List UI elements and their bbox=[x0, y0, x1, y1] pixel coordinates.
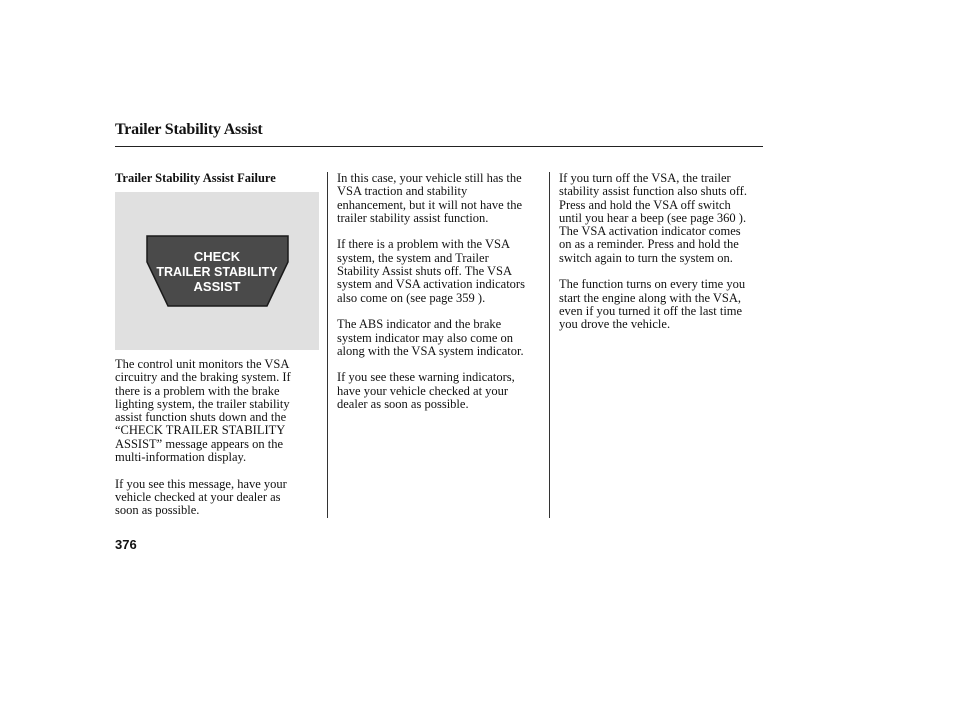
column-divider bbox=[549, 172, 550, 518]
title-divider bbox=[115, 146, 763, 147]
paragraph: The ABS indicator and the brake system indicator may also come on along with the VSA system indicator. bbox=[337, 317, 524, 358]
paragraph: If you turn off the VSA, the trailer stability assist function also shuts off. Press and hold the VSA off switch until you hear a beep (see page 360 ). The VSA activation indicator comes on as a reminder. Press and hold the switch again to turn the system on. bbox=[559, 171, 747, 265]
column-3 bbox=[559, 172, 774, 345]
column-1-body bbox=[115, 358, 320, 531]
page-title: Trailer Stability Assist bbox=[115, 121, 263, 138]
paragraph: If you see these warning indicators, have your vehicle checked at your dealer as soon as possible. bbox=[337, 370, 515, 412]
paragraph: If there is a problem with the VSA system, the system and Trailer Stability Assist shuts off. The VSA system and VSA activation indicators also come on (see page 359 ). bbox=[337, 237, 525, 305]
warning-display-graphic bbox=[115, 192, 319, 350]
section-heading: Trailer Stability Assist Failure bbox=[115, 171, 276, 185]
paragraph: The function turns on every time you start the engine along with the VSA, even if you turned it off the last time you drove the vehicle. bbox=[559, 277, 746, 332]
display-line-2: TRAILER STABILITY bbox=[156, 265, 278, 279]
column-1 bbox=[115, 172, 320, 185]
column-2 bbox=[337, 172, 547, 425]
message-display-illustration bbox=[115, 192, 319, 350]
page-number: 376 bbox=[115, 537, 137, 552]
paragraph: If you see this message, have your vehicle checked at your dealer as soon as possible. bbox=[115, 476, 287, 518]
display-line-1: CHECK bbox=[193, 249, 241, 264]
paragraph: The control unit monitors the VSA circuitry and the braking system. If there is a problem with the brake lighting system, the trailer stability assist function shuts down and the “CHECK TRAILER STABILITY ASSIST” message appears on the multi-information display. bbox=[115, 357, 291, 465]
display-line-3: ASSIST bbox=[193, 279, 241, 294]
paragraph: In this case, your vehicle still has the VSA traction and stability enhancement, but it will not have the trailer stability assist function. bbox=[337, 171, 523, 225]
column-divider bbox=[327, 172, 328, 518]
